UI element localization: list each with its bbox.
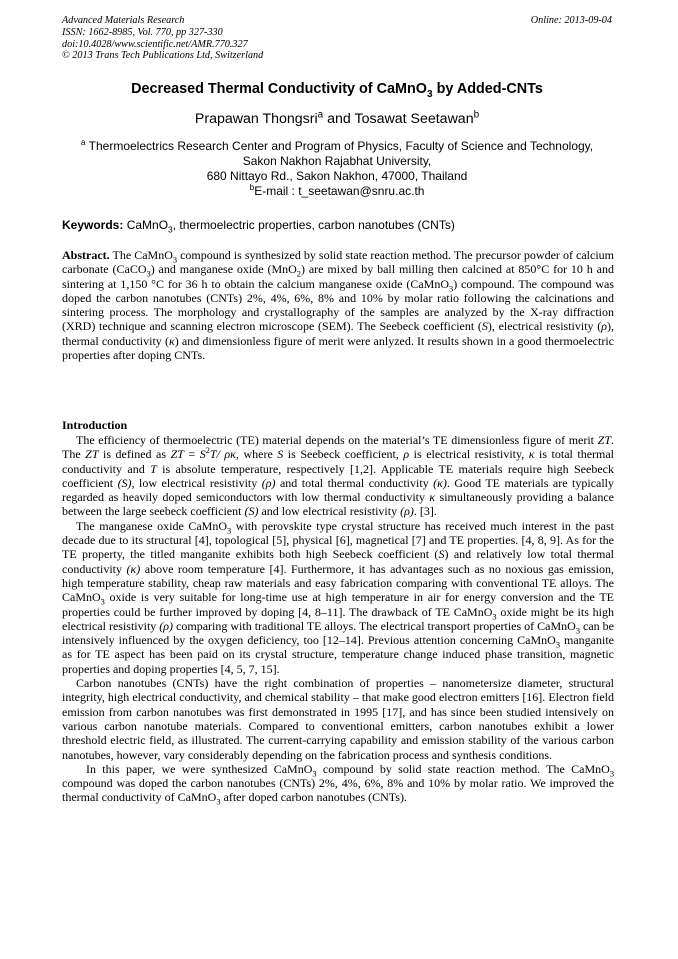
paper-title: Decreased Thermal Conductivity of CaMnO$_3$ by Added-CNTs xyxy=(131,81,543,100)
online-date: Online: 2013-09-04 xyxy=(530,15,612,26)
author-list: Prapawan Thongsri$^a$ and Tosawat Seetawan$^b$ xyxy=(194,109,480,127)
paragraph-1: The efficiency of thermoelectric (TE) material depends on the material’s TE dimensionless figure of merit ZT. The ZT is defined as ZT = $S^2T/$ ρκ, where S is Seebeck coefficient, ρ is electrical resistivity, κ is total thermal conductivity and T is absolute temperature, respectively [1,2]. Applicable TE materials require high Seebeck coefficient (S), low electrical resistivity (ρ) and total thermal conductivity (κ). Good TE materials are typically regarded as heavily doped semiconductors with low thermal conductivity κ simultaneously providing a balance between the large seebeck coefficient (S) and low electrical resistivity (ρ). [3]. xyxy=(62,433,615,519)
keywords: Keywords: CaMnO$_3$, thermoelectric properties, carbon nanotubes (CNTs) xyxy=(62,218,455,235)
section-heading-introduction: Introduction xyxy=(62,418,128,432)
paragraph-4: In this paper, we were synthesized CaMnO$_3$ compound by solid state reaction method. The CaMnO$_3$ compound was doped the carbon nanotubes (CNTs) 2%, 4%, 6%, 8% and 10% by molar ratio. We improved the thermal conductivity of CaMnO$_3$ after doped carbon nanotubes (CNTs). xyxy=(62,761,614,807)
journal-issn: ISSN: 1662-8985, Vol. 770, pp 327-330 xyxy=(62,26,223,38)
journal-name: Advanced Materials Research xyxy=(62,15,185,26)
author-1: Prapawan Thongsri xyxy=(194,111,318,127)
author-email[interactable]: E-mail : t_seetawan@snru.ac.th xyxy=(254,184,425,198)
journal-doi: doi:10.4028/www.scientific.net/AMR.770.327 xyxy=(62,38,248,50)
journal-copyright: © 2013 Trans Tech Publications Ltd, Switzerland xyxy=(62,50,264,62)
author-2: Tosawat Seetawan xyxy=(354,111,474,127)
paragraph-3: Carbon nanotubes (CNTs) have the right combination of properties – nanometersize diameter, structural integrity, high electrical conductivity, and chemical stability – that make good electron emitters [16]. Electron field emission from carbon nanotubes was first demonstrated in 1995 [17], and has since been studied intensively on various carbon nanotube materials. Compared to conventional emitters, carbon nanotubes exhibit a lower threshold electric field, as illustrated. The current-carrying capability and emission stability of the various carbon nanotubes, however, vary considerably depending on the fabrication process and synthesis conditions. xyxy=(62,676,614,762)
introduction-body xyxy=(62,433,614,805)
journal-header xyxy=(62,15,263,62)
affiliation: $^a$ Thermoelectrics Research Center and Program of Physics, Faculty of Science and Technology, Sakon Nakhon Rajabhat University, 680 Nittayo Rd., Sakon Nakhon, 47000, Thailand $^b$E-mail : t_seetawan@snru.ac.th xyxy=(80,137,594,198)
abstract: Abstract. The CaMnO$_3$ compound is synthesized by solid state reaction method. The precursor powder of calcium carbonate (CaCO$_3$) and manganese oxide (MnO$_2$) are mixed by ball milling then calcined at 850°C for 10 h and sintering at 1,150 °C for 36 h to obtain the calcium manganese oxide (CaMnO$_3$) compound. The compound was doped the carbon nanotubes (CNTs) 2%, 4%, 6%, 8% and 10% by molar ratio following the calcinations and sintering process. The morphology and crystallography of the samples are analyzed by the X-ray diffraction (XRD) technique and scanning electron microscope (SEM). The Seebeck coefficient (S), electrical resistivity (ρ), thermal conductivity (κ) and dimensionless figure of merit were anlyzed. It results shown in a good thermoelectric properties after doping CNTs. xyxy=(62,248,614,363)
paragraph-2: The manganese oxide CaMnO$_3$ with perovskite type crystal structure has received much interest in the past decade due to its structural [4], topological [5], physical [6], magnetical [7] and TE properties. [4, 8, 9]. As for the TE property, the titled manganite exhibits both high Seebeck coefficient (S) and relatively low total thermal conductivity (κ) above room temperature [4]. Furthermore, it has advantages such as no noxious gas emission, high temperature stability, cheap raw materials and easy fabrication comparing with conventional TE alloys. The CaMnO$_3$ oxide is very suitable for long-time use at high temperature in air for energy conversion and the TE properties could be further improved by doping [4, 8–11]. The drawback of TE CaMnO$_3$ oxide might be its high electrical resistivity (ρ) comparing with traditional TE alloys. The electrical transport properties of CaMnO$_3$ can be intensively influenced by the oxygen deficiency, too [12–14]. Previous attention concerning CaMnO$_3$ manganite as for TE aspect has been paid on its crystal structure, temperature change induced phase transition, magnetic properties and doping properties [4, 5, 7, 15]. xyxy=(62,518,615,676)
